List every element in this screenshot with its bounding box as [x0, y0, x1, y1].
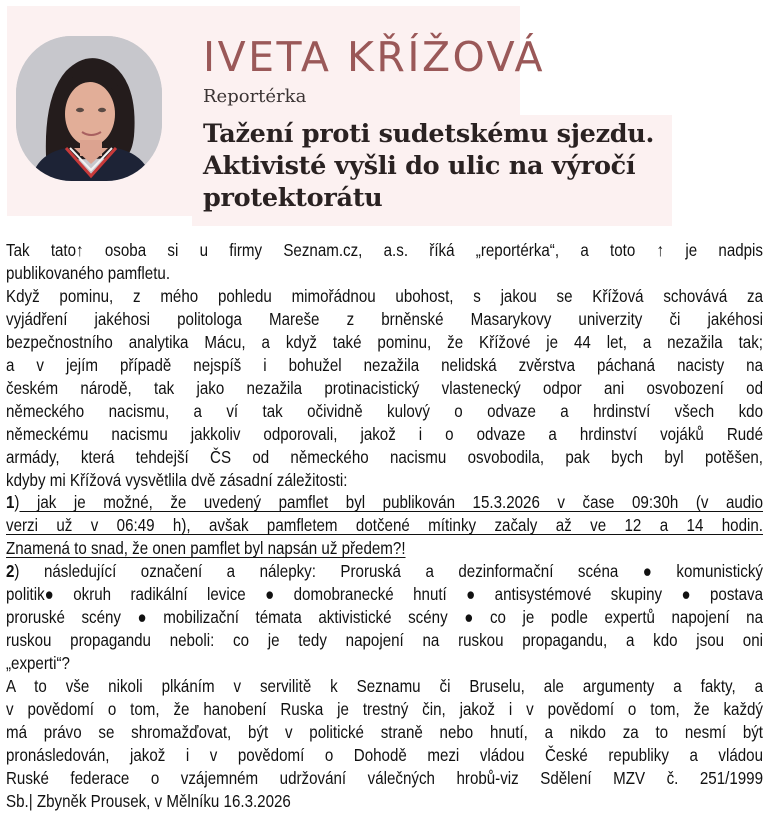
point-2-line: [6, 560, 763, 583]
point-2-text: ruskou propagandu neboli: co je tedy napojení na ruskou propagandu, a kdo jsou oni: [6, 630, 764, 651]
body-line-text: vyjádření jakéhosi politologa Mareše z brněnské Masarykovy univerzity či jakéhosi: [6, 308, 764, 329]
signature-text: Sb.| Zbyněk Prousek, v Mělníku 16.3.2026: [6, 790, 291, 811]
author-portrait-icon: [16, 36, 162, 181]
body-line-text: kdyby mi Křížová vysvětlila dvě zásadní záležitosti:: [6, 469, 348, 490]
closing-line: [6, 721, 763, 744]
author-name: IVETA KŘÍŽOVÁ: [203, 33, 546, 81]
point-2-text: politik● okruh radikální levice ● domobranecké hnutí ● antisystémové skupiny ● postava: [6, 584, 764, 605]
article-title-line: Aktivisté vyšli do ulic na výročí: [203, 151, 636, 181]
body-line-text: armády, která tehdejší ČS od německého nacismu osvobodila, pak bych byl potěšen,: [6, 446, 764, 467]
closing-line: [6, 675, 763, 698]
point-1-text: Znamená to snad, že onen pamflet byl napsán už předem?!: [6, 538, 406, 559]
closing-line: [6, 698, 763, 721]
point-2-text: následující označení a nálepky: Proruská a dezinformační scéna ● komunistický: [19, 561, 764, 582]
body-line: [6, 285, 763, 308]
body-line-text: bezpečnostního analytika Mácu, a když také pominu, že Křížové je 44 let, a nezažila tak;: [6, 331, 764, 352]
body-line-text: publikovaného pamfletu.: [6, 262, 171, 283]
body-line: [6, 400, 763, 423]
body-line: [6, 423, 763, 446]
body-line: [6, 331, 763, 354]
point-1-text: jak je možné, že uvedený pamflet byl publikován 15.3.2026 v čase 09:30h (v audio: [19, 492, 764, 513]
closing-line: [6, 744, 763, 767]
body-line: [6, 239, 763, 262]
body-line: [6, 377, 763, 400]
article-title-line: protektorátu: [203, 183, 383, 213]
comment-body: [6, 239, 763, 813]
point-2-line: [6, 606, 763, 629]
closing-text: v povědomí o tom, že hanobení Ruska je trestný čin, jakož i v povědomí o tom, že každý: [6, 699, 764, 720]
closing-text: A to vše nikoli plkáním v servilitě k Seznamu či Bruselu, ale argumenty a fakty, a: [6, 676, 764, 697]
point-2-paren: ): [14, 561, 20, 582]
point-2-line: [6, 583, 763, 606]
point-2-line: [6, 629, 763, 652]
body-line-text: německého nacismu, a ví tak očividně kulový o odvaze a hrdinství všech kdo: [6, 400, 764, 421]
point-1-text: verzi už v 06:49 h), avšak pamfletem dotčené mítinky začaly až ve 12 a 14 hodin.: [6, 515, 764, 536]
point-1-number: 1: [6, 492, 15, 513]
body-line: [6, 262, 763, 285]
body-line-text: Když pominu, z mého pohledu mimořádnou ubohost, s jakou se Křížová schovává za: [6, 285, 763, 306]
body-line: [6, 469, 763, 492]
body-line-text: Tak tato↑ osoba si u firmy Seznam.cz, a.s. říká „reportérka“, a toto ↑ je nadpis: [6, 240, 763, 260]
point-2-line: [6, 652, 763, 675]
article-title: [203, 118, 683, 214]
closing-text: Ruské federace o vzájemném udržování válečných hrobů-viz Sdělení MZV č. 251/1999: [6, 767, 764, 788]
point-1-line: [6, 491, 763, 514]
point-1-paren: ): [14, 492, 20, 513]
author-role: Reportérka: [203, 86, 307, 107]
body-line-text: a v jejím případě nejspíš i bohužel nezažila nelidská zvěrstva páchaná nacisty na: [6, 354, 764, 375]
body-line: [6, 446, 763, 469]
point-1-line: [6, 537, 763, 560]
closing-text: má právo se shromažďovat, být v politické straně nebo hnutí, a nikdo za to nesmí být: [6, 722, 764, 743]
body-line-text: německému nacismu jakkoliv odporovali, jakož i o odvaze a hrdinství vojáků Rudé: [6, 423, 764, 444]
body-line-text: českém národě, tak jako nezažila protinacistický vlastenecký odpor ani osvobození od: [6, 377, 764, 398]
closing-text: pronásledován, jakož i v povědomí o Dohodě mezi vládou České republiky a vládou: [6, 744, 764, 765]
point-1-line: [6, 514, 763, 537]
point-2-text: proruské scény ● mobilizační témata aktivistické scény ● co je podle expertů napojení na: [6, 607, 764, 628]
body-line: [6, 308, 763, 331]
body-line: [6, 354, 763, 377]
closing-line: [6, 767, 763, 790]
point-2-number: 2: [6, 561, 15, 582]
article-title-line: Tažení proti sudetskému sjezdu.: [203, 119, 655, 149]
signature-line: [6, 790, 763, 813]
point-2-text: „experti“?: [6, 653, 70, 674]
